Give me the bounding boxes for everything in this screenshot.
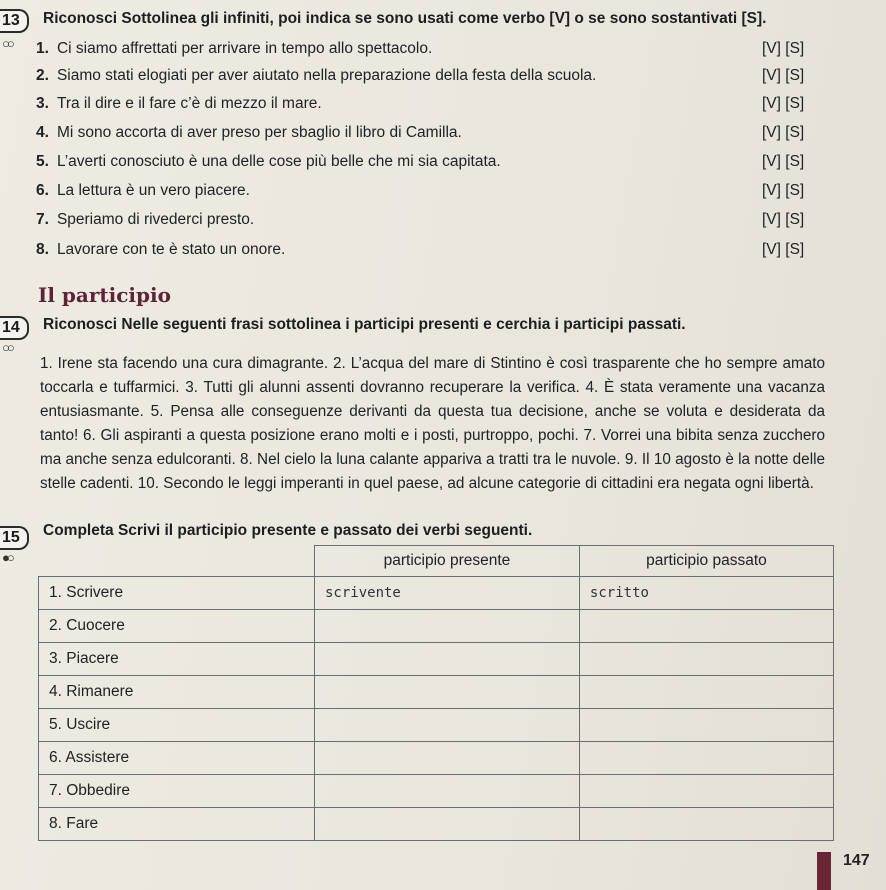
list-item: 6. La lettura è un vero piacere. xyxy=(36,182,250,199)
participle-table xyxy=(38,545,834,841)
present-participle-cell[interactable] xyxy=(315,610,580,643)
past-participle-cell[interactable] xyxy=(579,808,833,841)
exercise-keyword: Riconosci xyxy=(43,10,118,27)
verb-cell: 6. Assistere xyxy=(39,742,315,775)
past-participle-cell[interactable] xyxy=(579,709,833,742)
verb-cell: 4. Rimanere xyxy=(39,676,315,709)
list-item: 2. Siamo stati elogiati per aver aiutato nella preparazione della festa della scuola. xyxy=(36,67,597,84)
verb-cell: 5. Uscire xyxy=(39,709,315,742)
exercise-keyword: Completa xyxy=(43,522,114,539)
verb-cell: 2. Cuocere xyxy=(39,610,315,643)
present-participle-cell[interactable] xyxy=(315,643,580,676)
table-row xyxy=(39,808,834,841)
present-participle-cell[interactable] xyxy=(315,709,580,742)
difficulty-circle-icon: ●○ xyxy=(2,550,12,565)
exercise-instruction-text: Scrivi il participio presente e passato dei verbi seguenti. xyxy=(117,522,533,539)
section-title: Il participio xyxy=(38,283,171,307)
exercise-number-badge xyxy=(0,316,29,340)
page-number: 147 xyxy=(843,852,870,869)
verb-cell: 7. Obbedire xyxy=(39,775,315,808)
choice-v-s[interactable]: [V] [S] xyxy=(762,40,805,57)
list-item: 8. Lavorare con te è stato un onore. xyxy=(36,241,286,258)
exercise-instruction-text: Nelle seguenti frasi sottolinea i participi presenti e cerchia i participi passati. xyxy=(121,316,686,333)
table-row xyxy=(39,577,834,610)
table-row xyxy=(39,775,834,808)
present-participle-cell[interactable] xyxy=(315,808,580,841)
verb-cell: 3. Piacere xyxy=(39,643,315,676)
table-header-empty xyxy=(39,546,315,577)
col-participio-presente: participio presente xyxy=(315,546,580,577)
verb-cell: 8. Fare xyxy=(39,808,315,841)
difficulty-circles-icon: ○○ xyxy=(2,340,12,355)
exercise-number: 14 xyxy=(2,319,20,336)
choice-v-s[interactable]: [V] [S] xyxy=(762,241,805,258)
exercise-number-badge xyxy=(0,9,29,33)
list-item: 5. L’averti conosciuto è una delle cose più belle che mi sia capitata. xyxy=(36,153,501,170)
present-participle-cell[interactable] xyxy=(315,742,580,775)
verb-cell: 1. Scrivere xyxy=(39,577,315,610)
list-item: 4. Mi sono accorta di aver preso per sbaglio il libro di Camilla. xyxy=(36,124,462,141)
exercise-number: 13 xyxy=(2,12,20,29)
table-row xyxy=(39,610,834,643)
past-participle-cell[interactable]: scritto xyxy=(579,577,833,610)
table-row xyxy=(39,742,834,775)
exercise-keyword: Riconosci xyxy=(43,316,118,333)
past-participle-cell[interactable] xyxy=(579,610,833,643)
choice-v-s[interactable]: [V] [S] xyxy=(762,211,805,228)
past-participle-cell[interactable] xyxy=(579,676,833,709)
exercise-paragraph: 1. Irene sta facendo una cura dimagrante. 2. L’acqua del mare di Stintino è così trasparente che ho sempre amato toccarla e tuffarmici. 3. Tutti gli alunni assenti dovranno recuperare la verifica. 4. È stata veramente una vacanza entusiasmante. 5. Pensa alle conseguenze derivanti da questa tua decisione, anche se voluta e desiderata da tanto! 6. Gli aspiranti a questa posizione erano molti e i posti, purtroppo, pochi. 7. Vorrei una bibita senza zucchero ma anche senza edulcoranti. 8. Nel cielo la luna calante appariva a tratti tra le nuvole. 9. Il 10 agosto è la notte delle stelle cadenti. 10. Secondo le leggi imperanti in quel paese, ad alcune categorie di cittadini era negata ogni libertà. xyxy=(40,355,825,492)
col-participio-passato: participio passato xyxy=(579,546,833,577)
present-participle-cell[interactable] xyxy=(315,775,580,808)
present-participle-cell[interactable]: scrivente xyxy=(315,577,580,610)
choice-v-s[interactable]: [V] [S] xyxy=(762,182,805,199)
table-header-row xyxy=(39,546,834,577)
exercise-instruction xyxy=(43,10,766,28)
list-item: 3. Tra il dire e il fare c’è di mezzo il mare. xyxy=(36,95,322,112)
exercise-instruction xyxy=(43,522,532,540)
list-item: 7. Speriamo di rivederci presto. xyxy=(36,211,255,228)
choice-v-s[interactable]: [V] [S] xyxy=(762,67,805,84)
table-row xyxy=(39,643,834,676)
table-row xyxy=(39,709,834,742)
exercise-number-badge xyxy=(0,526,29,550)
exercise-instruction xyxy=(43,316,686,334)
choice-v-s[interactable]: [V] [S] xyxy=(762,95,805,112)
exercise-instruction-text: Sottolinea gli infiniti, poi indica se sono usati come verbo [V] o se sono sostantivati [S]. xyxy=(121,10,767,27)
choice-v-s[interactable]: [V] [S] xyxy=(762,153,805,170)
past-participle-cell[interactable] xyxy=(579,643,833,676)
list-item: 1. Ci siamo affrettati per arrivare in tempo allo spettacolo. xyxy=(36,40,433,57)
past-participle-cell[interactable] xyxy=(579,742,833,775)
present-participle-cell[interactable] xyxy=(315,676,580,709)
footer-accent-bar xyxy=(817,852,831,890)
past-participle-cell[interactable] xyxy=(579,775,833,808)
choice-v-s[interactable]: [V] [S] xyxy=(762,124,805,141)
difficulty-circles-icon: ○○ xyxy=(2,36,12,51)
exercise-number: 15 xyxy=(2,529,20,546)
table-row xyxy=(39,676,834,709)
